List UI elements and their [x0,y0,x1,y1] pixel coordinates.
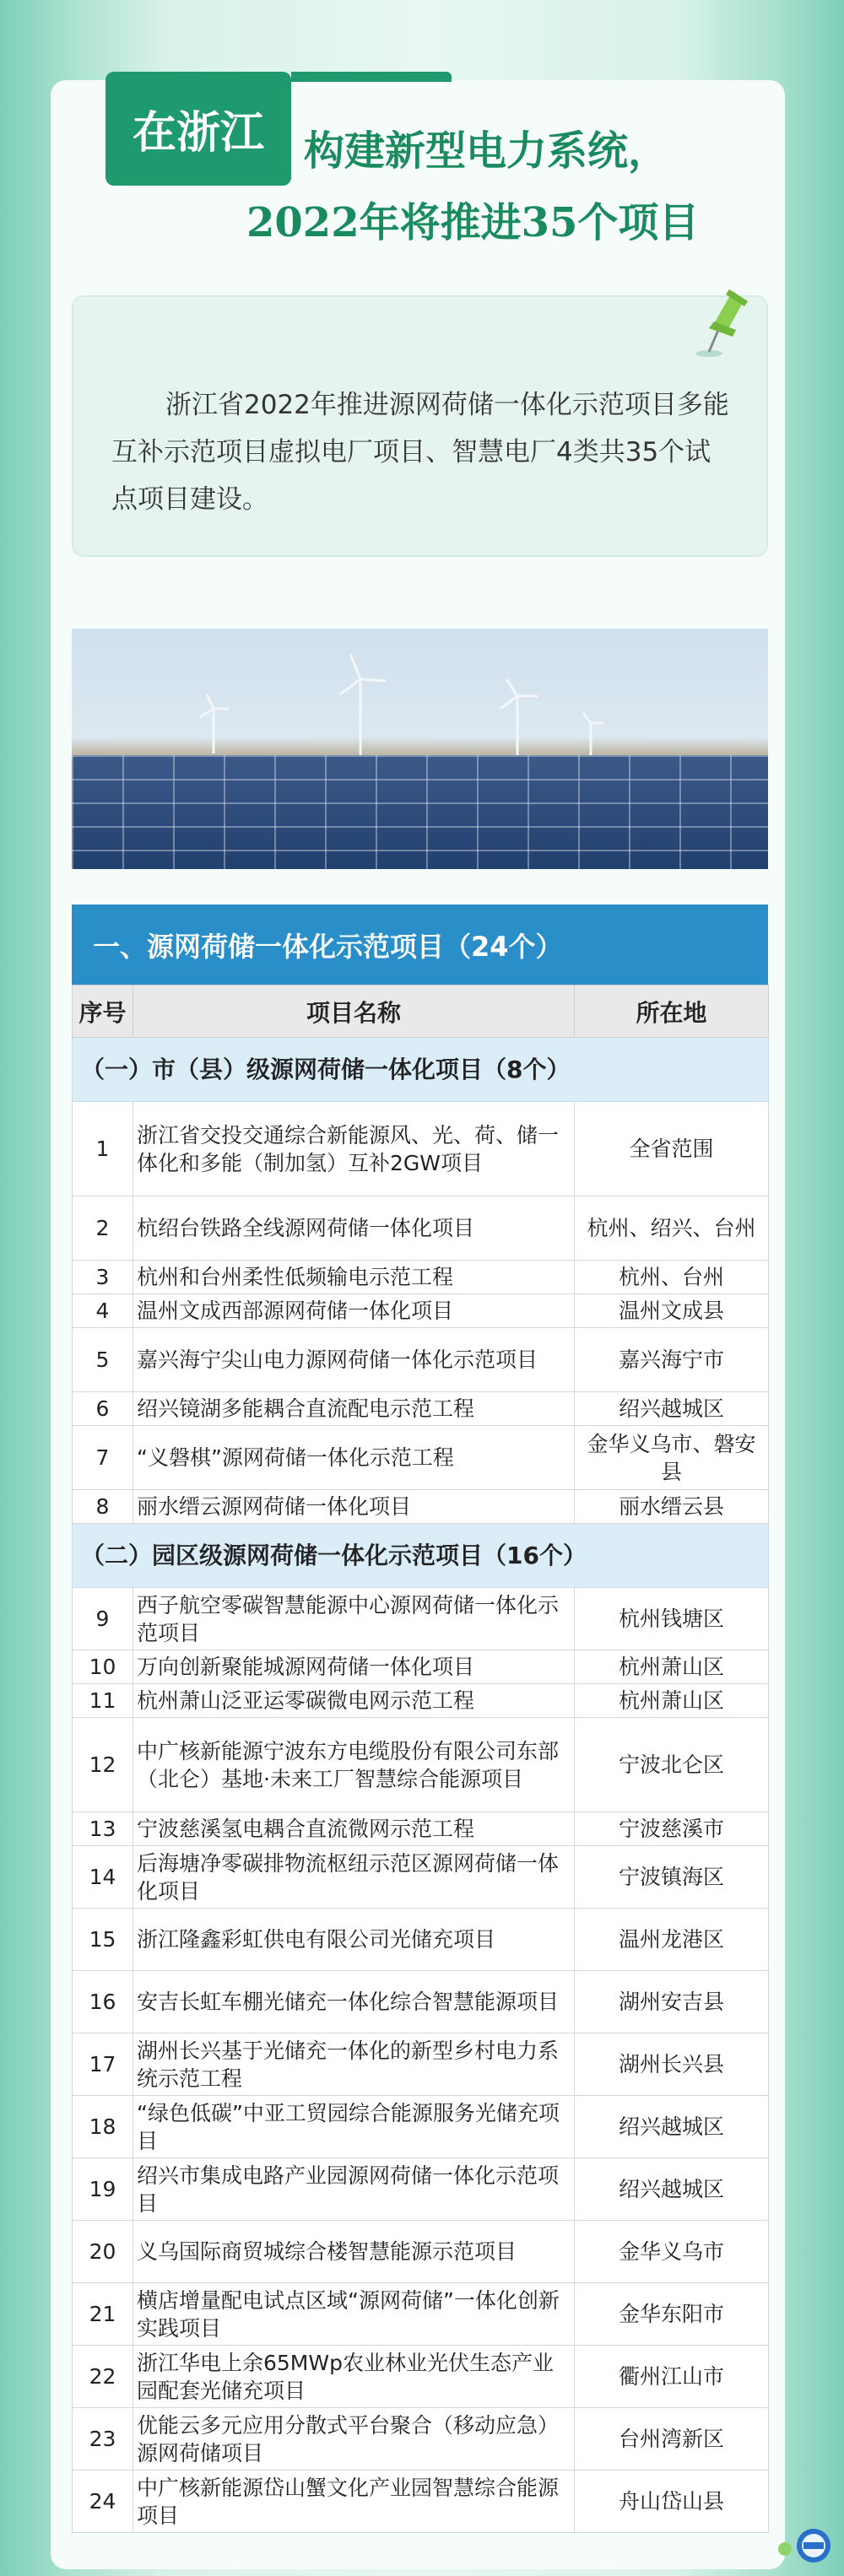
header-location: 所在地 [575,986,769,1038]
project-location: 杭州萧山区 [575,1684,769,1718]
row-number: 21 [73,2283,133,2346]
table-row [73,1490,769,1524]
table-row [73,2033,769,2096]
row-number: 14 [73,1846,133,1909]
project-name: 丽水缙云源网荷储一体化项目 [133,1490,575,1524]
row-number: 22 [73,2346,133,2408]
solar-panels [72,755,768,869]
page-title-line2: 2022年将推进35个项目 [246,199,700,246]
table-row [73,2221,769,2283]
project-location: 湖州长兴县 [575,2033,769,2096]
table-row [73,2408,769,2471]
project-location: 金华义乌市、磐安县 [575,1426,769,1490]
project-location: 金华义乌市 [575,2221,769,2283]
project-location: 舟山岱山县 [575,2471,769,2533]
row-number: 20 [73,2221,133,2283]
row-number: 3 [73,1261,133,1294]
project-name: 浙江华电上余65MWp农业林业光伏生态产业园配套光储充项目 [133,2346,575,2408]
project-name: 湖州长兴基于光储充一体化的新型乡村电力系统示范工程 [133,2033,575,2096]
header-no: 序号 [73,986,133,1038]
table-row [73,1426,769,1490]
row-number: 2 [73,1196,133,1261]
project-name: 宁波慈溪氢电耦合直流微网示范工程 [133,1812,575,1846]
row-number: 9 [73,1588,133,1650]
project-name: 优能云多元应用分散式平台聚合（移动应急）源网荷储项目 [133,2408,575,2471]
project-location: 嘉兴海宁市 [575,1328,769,1392]
project-name: 安吉长虹车棚光储充一体化综合智慧能源项目 [133,1971,575,2033]
wind-solar-photo [72,629,768,869]
project-name: 横店增量配电试点区域“源网荷储”一体化创新实践项目 [133,2283,575,2346]
project-location: 丽水缙云县 [575,1490,769,1524]
table-row [73,2096,769,2158]
pushpin-icon [684,284,751,360]
site-logo-icon [770,2524,837,2571]
row-number: 23 [73,2408,133,2471]
table-row [73,1812,769,1846]
project-location: 台州湾新区 [575,2408,769,2471]
project-location: 衢州江山市 [575,2346,769,2408]
table-row [73,1909,769,1971]
table-row [73,2346,769,2408]
project-name: 浙江省交投交通综合新能源风、光、荷、储一体化和多能（制加氢）互补2GW项目 [133,1102,575,1196]
project-name: 浙江隆鑫彩虹供电有限公司光储充项目 [133,1909,575,1971]
project-name: “义磐棋”源网荷储一体化示范工程 [133,1426,575,1490]
row-number: 4 [73,1294,133,1328]
intro-text: 浙江省2022年推进源网荷储一体化示范项目多能互补示范项目虚拟电厂项目、智慧电厂4类共35个试点项目建设。 [111,390,729,515]
table-row [73,1718,769,1812]
table-row [73,1846,769,1909]
project-name: “绿色低碳”中亚工贸园综合能源服务光储充项目 [133,2096,575,2158]
table-row [73,1650,769,1684]
project-name: 杭绍台铁路全线源网荷储一体化项目 [133,1196,575,1261]
table-row [73,1261,769,1294]
region-tag: 在浙江 [106,72,291,186]
project-name: 杭州和台州柔性低频输电示范工程 [133,1261,575,1294]
row-number: 12 [73,1718,133,1812]
project-location: 湖州安吉县 [575,1971,769,2033]
project-location: 杭州、绍兴、台州 [575,1196,769,1261]
row-number: 18 [73,2096,133,2158]
table-row [73,1102,769,1196]
project-name: 西子航空零碳智慧能源中心源网荷储一体化示范项目 [133,1588,575,1650]
project-name: 绍兴镜湖多能耦合直流配电示范工程 [133,1392,575,1426]
row-number: 8 [73,1490,133,1524]
table-row [73,1971,769,2033]
table-row [73,1294,769,1328]
table-row [73,1328,769,1392]
group-header-row [73,1524,769,1588]
project-location: 温州文成县 [575,1294,769,1328]
group-title: （二）园区级源网荷储一体化示范项目（16个） [73,1524,769,1588]
project-location: 绍兴越城区 [575,1392,769,1426]
table-row [73,1684,769,1718]
row-number: 24 [73,2471,133,2533]
project-name: 义乌国际商贸城综合楼智慧能源示范项目 [133,2221,575,2283]
tag-accent-bar [291,72,452,82]
project-name: 温州文成西部源网荷储一体化项目 [133,1294,575,1328]
page-title-line1: 构建新型电力系统， [304,127,669,175]
project-location: 绍兴越城区 [575,2096,769,2158]
row-number: 13 [73,1812,133,1846]
table-header-row [73,986,769,1038]
row-number: 19 [73,2158,133,2221]
project-name: 中广核新能源宁波东方电缆股份有限公司东部（北仑）基地·未来工厂智慧综合能源项目 [133,1718,575,1812]
header-name: 项目名称 [133,986,575,1038]
row-number: 1 [73,1102,133,1196]
project-location: 宁波镇海区 [575,1846,769,1909]
group-title: （一）市（县）级源网荷储一体化项目（8个） [73,1038,769,1102]
project-name: 杭州萧山泛亚运零碳微电网示范工程 [133,1684,575,1718]
row-number: 11 [73,1684,133,1718]
project-location: 宁波北仑区 [575,1718,769,1812]
project-name: 中广核新能源岱山蟹文化产业园智慧综合能源项目 [133,2471,575,2533]
row-number: 7 [73,1426,133,1490]
project-location: 宁波慈溪市 [575,1812,769,1846]
project-location: 金华东阳市 [575,2283,769,2346]
table-row [73,2471,769,2533]
row-number: 15 [73,1909,133,1971]
intro-box [72,295,768,557]
project-name: 万向创新聚能城源网荷储一体化项目 [133,1650,575,1684]
project-location: 全省范围 [575,1102,769,1196]
project-location: 杭州、台州 [575,1261,769,1294]
project-location: 绍兴越城区 [575,2158,769,2221]
project-table [72,985,769,2533]
project-name: 后海塘净零碳排物流枢纽示范区源网荷储一体化项目 [133,1846,575,1909]
section-title: 一、源网荷储一体化示范项目（24个） [72,905,768,985]
project-location: 温州龙港区 [575,1909,769,1971]
table-row [73,2283,769,2346]
table-row [73,2158,769,2221]
project-location: 杭州萧山区 [575,1650,769,1684]
project-location: 杭州钱塘区 [575,1588,769,1650]
table-row [73,1588,769,1650]
group-header-row [73,1038,769,1102]
row-number: 10 [73,1650,133,1684]
row-number: 16 [73,1971,133,2033]
row-number: 5 [73,1328,133,1392]
table-row [73,1392,769,1426]
row-number: 17 [73,2033,133,2096]
row-number: 6 [73,1392,133,1426]
table-row [73,1196,769,1261]
project-name: 嘉兴海宁尖山电力源网荷储一体化示范项目 [133,1328,575,1392]
project-name: 绍兴市集成电路产业园源网荷储一体化示范项目 [133,2158,575,2221]
